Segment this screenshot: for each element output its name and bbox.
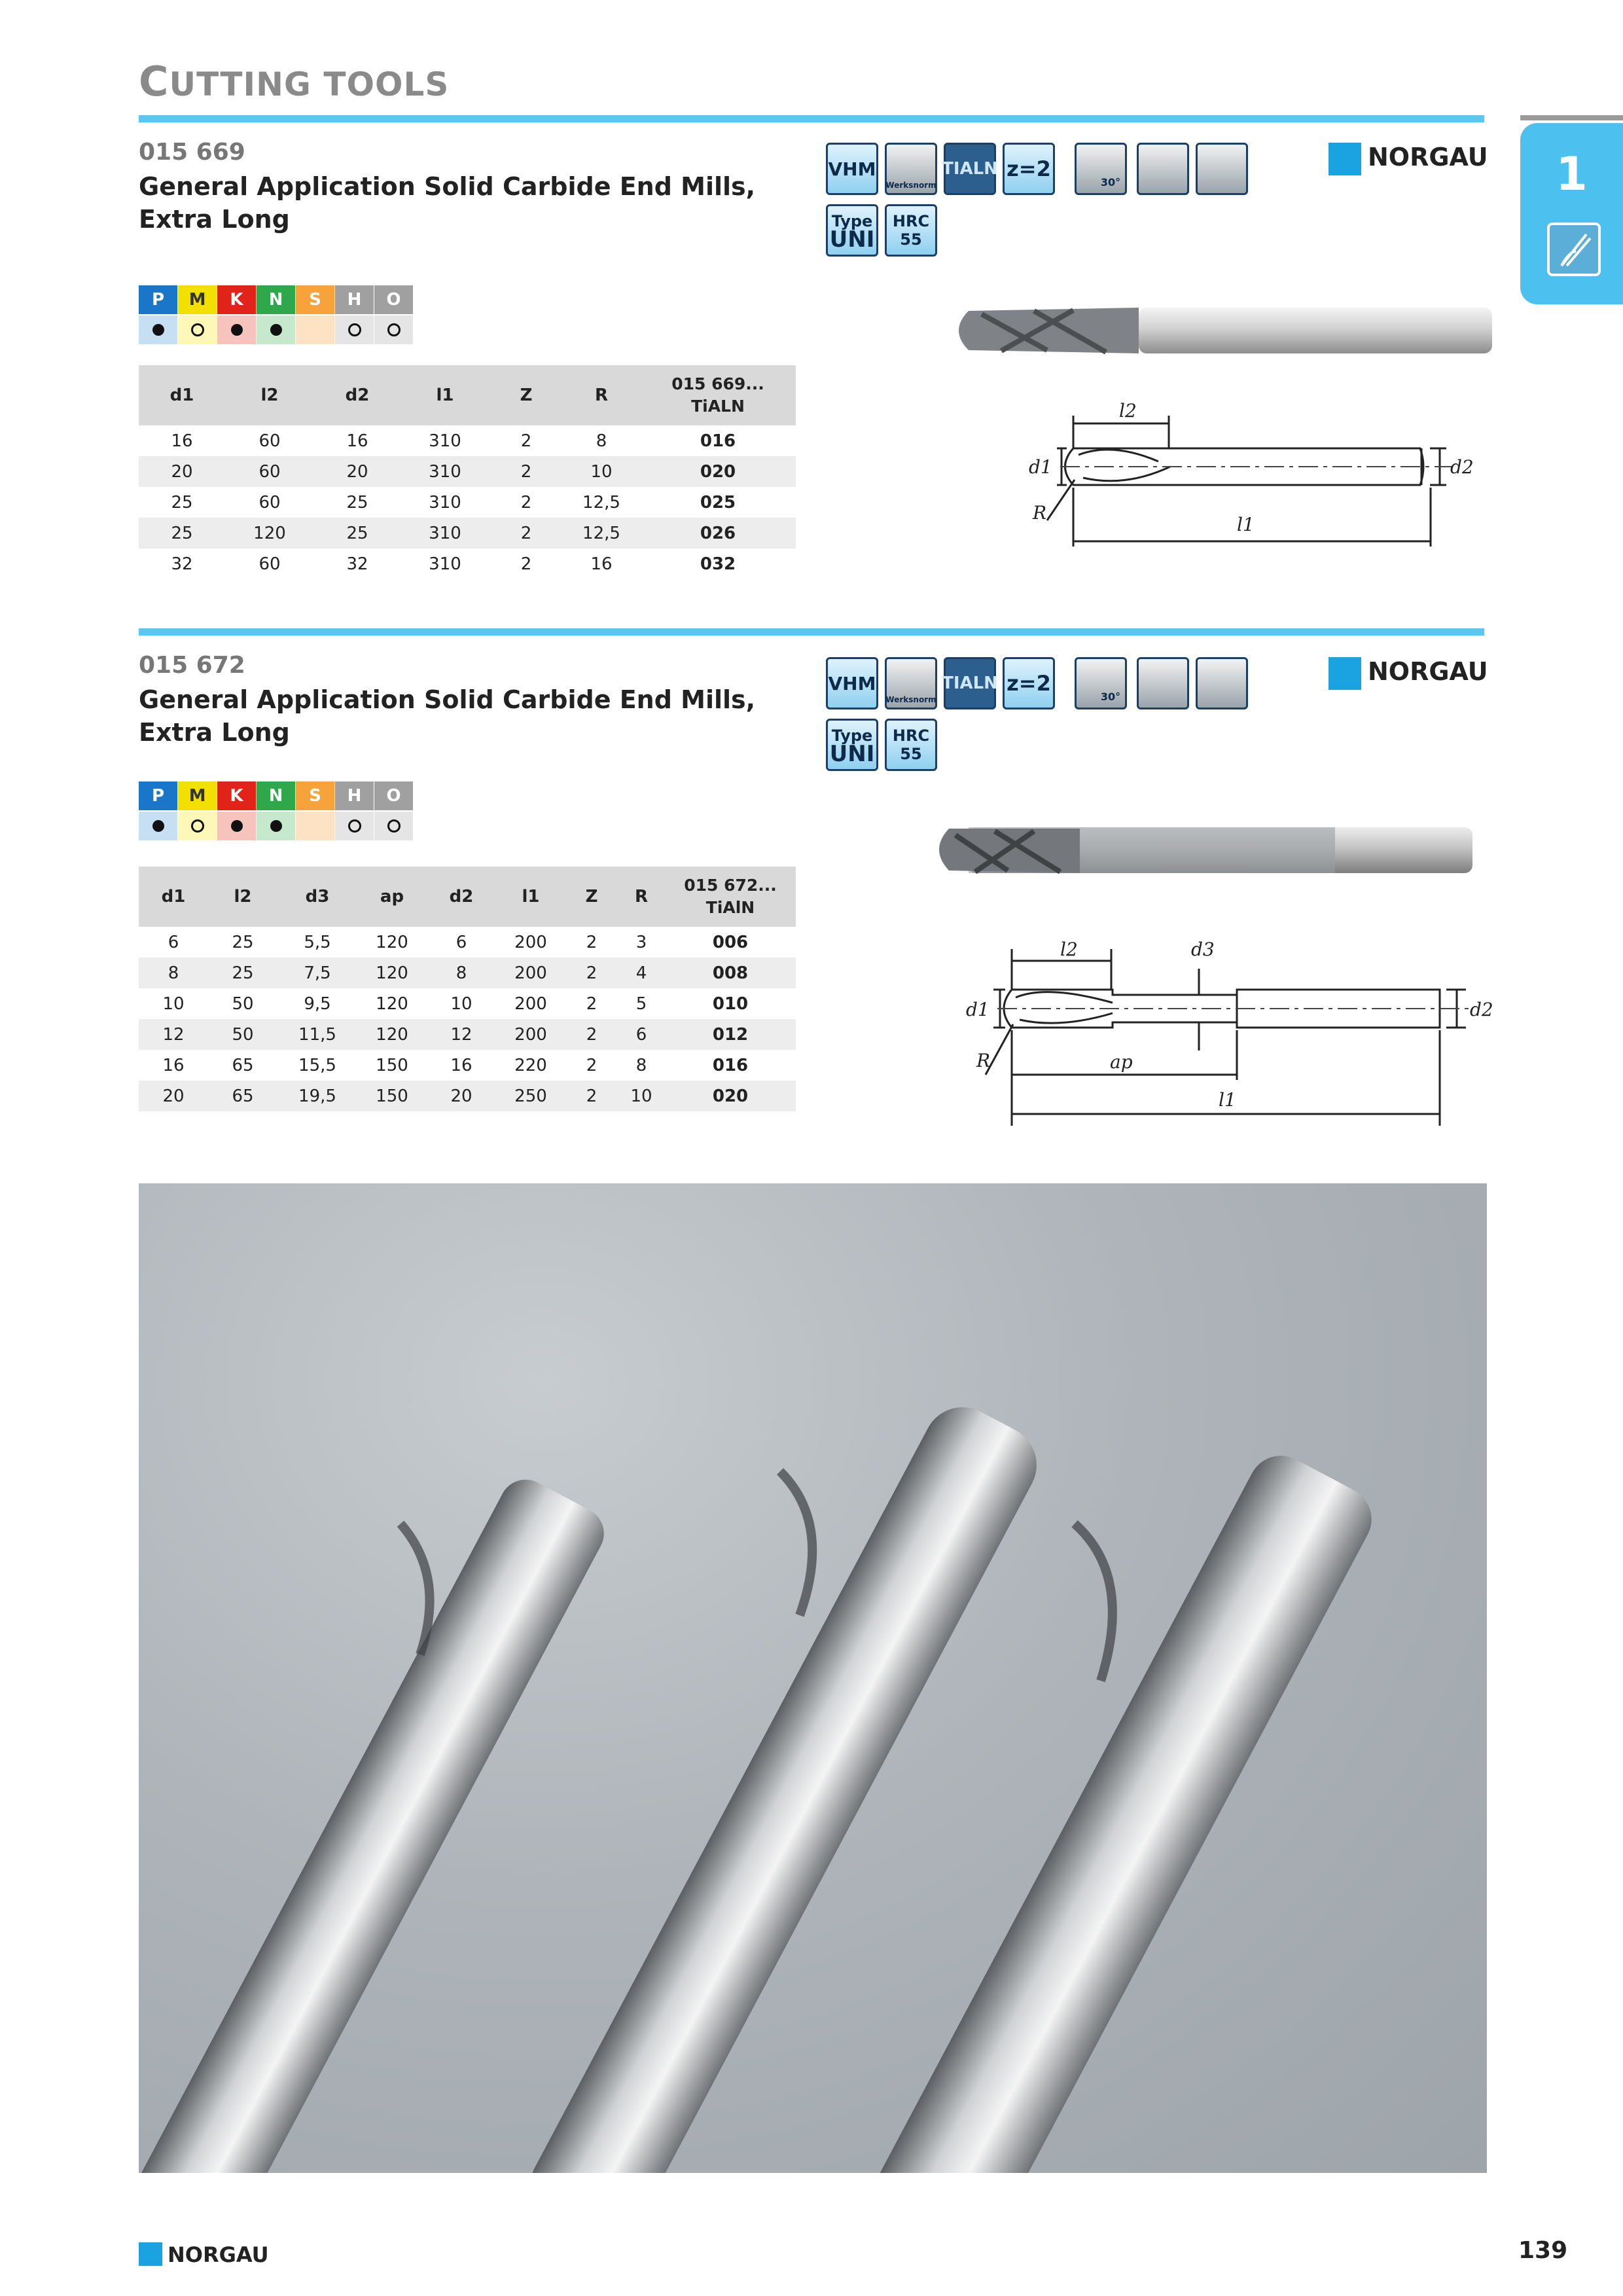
category-title: CUTTING TOOLS xyxy=(139,58,450,105)
footer-logo-icon xyxy=(139,2242,162,2266)
table-row[interactable]: 16 60 16 310 2 8 016 xyxy=(171,431,736,451)
page-number: 139 xyxy=(1518,2237,1568,2264)
hrc-icon: HRC 55 xyxy=(885,719,937,771)
material-h: H xyxy=(335,781,374,810)
col-ap: ap xyxy=(357,867,427,927)
coolant-icon xyxy=(1196,657,1248,709)
col-d2: d2 xyxy=(314,365,401,425)
table-row[interactable]: 20 60 20 310 2 10 020 xyxy=(139,456,796,487)
partial-ring-icon xyxy=(348,819,361,833)
full-dot-icon xyxy=(231,820,243,832)
col-r: R xyxy=(618,867,665,927)
vhm-icon: VHM xyxy=(826,143,878,195)
partial-ring-icon xyxy=(191,819,204,833)
full-dot-icon xyxy=(270,324,282,336)
full-dot-icon xyxy=(231,324,243,336)
material-m: M xyxy=(178,781,217,810)
header-rule xyxy=(139,115,1484,122)
material-p: P xyxy=(139,781,178,810)
table-row[interactable]: 20 65 19,5 150 20 250 2 10 020 xyxy=(139,1081,796,1111)
brand-logo-icon xyxy=(1329,143,1361,175)
table-row[interactable]: 16 65 15,5 150 16 220 2 8 016 xyxy=(162,1055,749,1075)
brand-name: NORGAU xyxy=(1368,657,1488,686)
footer-brand: NORGAU xyxy=(168,2242,269,2267)
material-n: N xyxy=(257,781,296,810)
vhm-icon: VHM xyxy=(826,657,878,709)
col-z: Z xyxy=(565,867,618,927)
material-n: N xyxy=(257,285,296,314)
werksnorm-icon: Werksnorm xyxy=(885,143,937,195)
section1-name: General Application Solid Carbide End Mills, Extra Long xyxy=(139,172,756,234)
dim-ap: ap xyxy=(1110,1051,1133,1073)
section1-table xyxy=(139,365,796,579)
dim-l1: l1 xyxy=(1219,1089,1236,1111)
section1-product-image xyxy=(942,288,1499,373)
col-order: 015 672... TiAlN xyxy=(665,867,796,927)
section2-code: 015 672 xyxy=(139,652,245,679)
type-uni-icon: Type UNI xyxy=(826,719,878,771)
col-z: Z xyxy=(490,365,563,425)
flutes-icon: z=2 xyxy=(1003,143,1055,195)
material-s: S xyxy=(296,285,335,314)
material-grid xyxy=(139,285,414,314)
dim-d2: d2 xyxy=(1450,456,1474,478)
table-row[interactable]: 12 50 11,5 120 12 200 2 6 012 xyxy=(139,1019,796,1050)
col-order: 015 669... TiALN xyxy=(640,365,796,425)
col-l2: l2 xyxy=(225,365,314,425)
helix-angle-icon: 30° xyxy=(1075,143,1127,195)
tialn-coating-icon: TIALN xyxy=(944,657,996,709)
col-d1: d1 xyxy=(139,867,208,927)
table-row[interactable]: 25 120 25 310 2 12,5 026 xyxy=(139,518,796,548)
dim-l2: l2 xyxy=(1119,400,1137,422)
partial-ring-icon xyxy=(387,819,401,833)
section1-code: 015 669 xyxy=(139,139,245,166)
brand-logo-icon xyxy=(1329,657,1361,690)
section2-product-image xyxy=(929,809,1479,894)
hrc-icon: HRC 55 xyxy=(885,204,937,257)
table-row[interactable]: 25 60 25 310 2 12,5 025 xyxy=(171,492,736,512)
flutes-icon: z=2 xyxy=(1003,657,1055,709)
product-photo xyxy=(139,1183,1487,2173)
col-r: R xyxy=(563,365,640,425)
type-uni-icon: Type UNI xyxy=(826,204,878,257)
material-k: K xyxy=(217,285,257,314)
material-h: H xyxy=(335,285,374,314)
partial-ring-icon xyxy=(191,323,204,336)
shank-icon xyxy=(1137,657,1189,709)
table-row[interactable]: 8 25 7,5 120 8 200 2 4 008 xyxy=(139,958,796,988)
material-m: M xyxy=(178,285,217,314)
col-l1: l1 xyxy=(401,365,490,425)
side-tab-number: 1 xyxy=(1556,147,1588,201)
table-row[interactable]: 10 50 9,5 120 10 200 2 5 010 xyxy=(162,994,749,1014)
section1-technical-drawing xyxy=(1021,396,1479,553)
dim-r: R xyxy=(1033,502,1047,524)
col-l1: l1 xyxy=(496,867,565,927)
dim-d1: d1 xyxy=(1029,456,1052,478)
material-suitability xyxy=(139,812,414,840)
material-o: O xyxy=(374,285,414,314)
partial-ring-icon xyxy=(387,323,401,336)
material-s: S xyxy=(296,781,335,810)
material-grid xyxy=(139,781,414,810)
col-d1: d1 xyxy=(139,365,225,425)
col-d3: d3 xyxy=(277,867,357,927)
section2-table xyxy=(139,867,796,1111)
section2-technical-drawing xyxy=(962,929,1499,1126)
coolant-icon xyxy=(1196,143,1248,195)
material-k: K xyxy=(217,781,257,810)
werksnorm-icon: Werksnorm xyxy=(885,657,937,709)
side-tab-cap xyxy=(1520,115,1623,120)
dim-d1: d1 xyxy=(966,999,990,1020)
brand-name: NORGAU xyxy=(1368,143,1488,171)
full-dot-icon xyxy=(270,820,282,832)
material-o: O xyxy=(374,781,414,810)
section2-name: General Application Solid Carbide End Mills, Extra Long xyxy=(139,685,756,747)
dim-l1: l1 xyxy=(1237,514,1255,535)
dim-l2: l2 xyxy=(1060,939,1078,960)
dim-r: R xyxy=(976,1050,991,1071)
col-l2: l2 xyxy=(208,867,277,927)
partial-ring-icon xyxy=(348,323,361,336)
shank-icon xyxy=(1137,143,1189,195)
dim-d2: d2 xyxy=(1470,999,1493,1020)
tialn-coating-icon: TIALN xyxy=(944,143,996,195)
table-row[interactable]: 32 60 32 310 2 16 032 xyxy=(171,554,736,574)
full-dot-icon xyxy=(152,324,164,336)
end-mill-icon xyxy=(1547,223,1601,276)
full-dot-icon xyxy=(152,820,164,832)
material-suitability xyxy=(139,315,414,344)
col-d2: d2 xyxy=(427,867,496,927)
table-row[interactable]: 6 25 5,5 120 6 200 2 3 006 xyxy=(168,932,749,952)
material-p: P xyxy=(139,285,178,314)
section-divider xyxy=(139,628,1484,636)
helix-angle-icon: 30° xyxy=(1075,657,1127,709)
dim-d3: d3 xyxy=(1191,939,1215,960)
